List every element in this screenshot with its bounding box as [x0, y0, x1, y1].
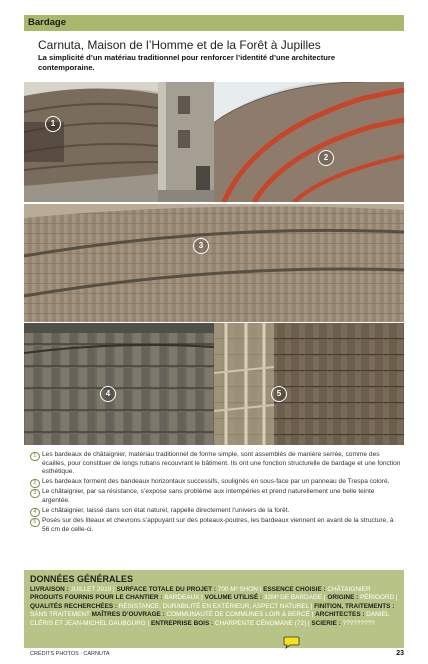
data-value: RÉSISTANCE, DURABILITÉ EN EXTÉRIEUR, ASPECT NATUREL |: [117, 602, 315, 610]
caption-item: [30, 507, 402, 516]
caption-item: [30, 478, 402, 487]
data-value: BARDEAUX |: [162, 594, 205, 602]
caption-number: 4: [30, 508, 40, 518]
data-label: QUALITÉS RECHERCHÉES :: [30, 602, 117, 610]
caption-number: 1: [30, 452, 40, 462]
caption-text: Posés sur des liteaux et chevrons s’appuyant sur des poteaux-poutres, les bardeaux viennent en avant de la structure, à 56 cm de celle-ci.: [42, 517, 394, 533]
data-label: SCIERIE :: [311, 619, 341, 627]
data-value: CHÂTAIGNIER: [325, 586, 371, 593]
data-label: ORIGINE :: [327, 594, 359, 602]
general-data-panel: [24, 570, 404, 648]
photo-2-curved-wall: [214, 82, 404, 202]
general-data-body: [30, 586, 398, 628]
data-label: LIVRAISON :: [30, 586, 69, 593]
photo-credits: CRÉDITS PHOTOS : CARNUTA: [30, 651, 110, 657]
data-value: DANIEL CLÉRIS ET JEAN-MICHEL DAUBOURG |: [30, 611, 390, 627]
data-value: 700 M² SHON |: [215, 586, 264, 593]
data-label: SURFACE TOTALE DU PROJET :: [116, 586, 216, 593]
article-title: Carnuta, Maison de l’Homme et de la Forêt à Jupilles: [38, 38, 321, 52]
photo-3-number: 3: [193, 238, 209, 254]
data-label: ARCHITECTES :: [315, 611, 365, 619]
data-label: FINITION, TRAITEMENTS :: [314, 602, 395, 610]
page-number: 23: [396, 650, 404, 657]
caption-text: Le châtaignier, par sa résistance, s’expose sans problème aux intempéries et prend naturellement une belle teinte argentée.: [42, 488, 375, 504]
section-header: Bardage: [24, 15, 404, 31]
data-label: ENTREPRISE BOIS :: [150, 619, 214, 627]
caption-item: [30, 488, 402, 505]
data-label: PRODUITS FOURNIS POUR LE CHANTIER :: [30, 594, 163, 602]
photo-2-number: 2: [318, 150, 334, 166]
general-data-title: DONNÉES GÉNÉRALES: [30, 574, 134, 584]
photo-1-street: [158, 82, 214, 202]
photo-1-number: 1: [45, 116, 61, 132]
photo-1-facade: [24, 82, 158, 202]
photo-4-weathered-shingles: [24, 323, 214, 445]
data-value: CHARPENTE CÉNOMANE (72) |: [213, 619, 312, 627]
caption-text: Les bardeaux forment des bandeaux horizontaux successifs, soulignés en sous-face par un panneau de Trespa coloré.: [42, 478, 390, 486]
photo-4-number: 4: [100, 386, 116, 402]
caption-item: [30, 451, 402, 477]
photo-3-shingle-ribbons: [24, 204, 404, 322]
speech-bubble-icon[interactable]: [283, 636, 300, 649]
data-label: MAÎTRES D’OUVRAGE :: [91, 611, 165, 619]
data-value: ?????????: [340, 619, 375, 627]
data-value: PÉRIGORD |: [358, 594, 398, 602]
caption-text: Le châtaignier, laissé dans son état naturel, rappelle directement l’univers de la forêt.: [42, 507, 290, 515]
data-label: ESSENCE CHOISIE :: [263, 586, 326, 593]
data-value: SANS TRAITEMENT: [30, 611, 92, 619]
caption-number: 2: [30, 479, 40, 489]
data-label: VOLUME UTILISÉ :: [204, 594, 263, 602]
caption-number: 3: [30, 489, 40, 499]
article-subtitle: La simplicité d’un matériau traditionnel pour renforcer l’identité d’une architecture contemporaine.: [38, 53, 336, 72]
data-value: JUILLET 2010 |: [68, 586, 117, 593]
caption-number: 5: [30, 518, 40, 528]
data-value: 32M³ DE BARDAGE |: [262, 594, 328, 602]
photo-5-structure: [214, 323, 404, 445]
photo-5-number: 5: [271, 386, 287, 402]
data-value: COMMUNAUTÉ DE COMMUNES LOIR & BERCÉ |: [164, 611, 316, 619]
caption-text: Les bardeaux de châtaignier, matériau traditionnel de forme simple, sont assemblés de manière serrée, comme des écailles, pour constituer de longs rubans recouvrant le bâtiment. Ils ont une fonction structurelle de bardage et une fonction esthétique.: [42, 451, 401, 476]
photo-captions: [30, 451, 402, 536]
caption-item: [30, 517, 402, 534]
